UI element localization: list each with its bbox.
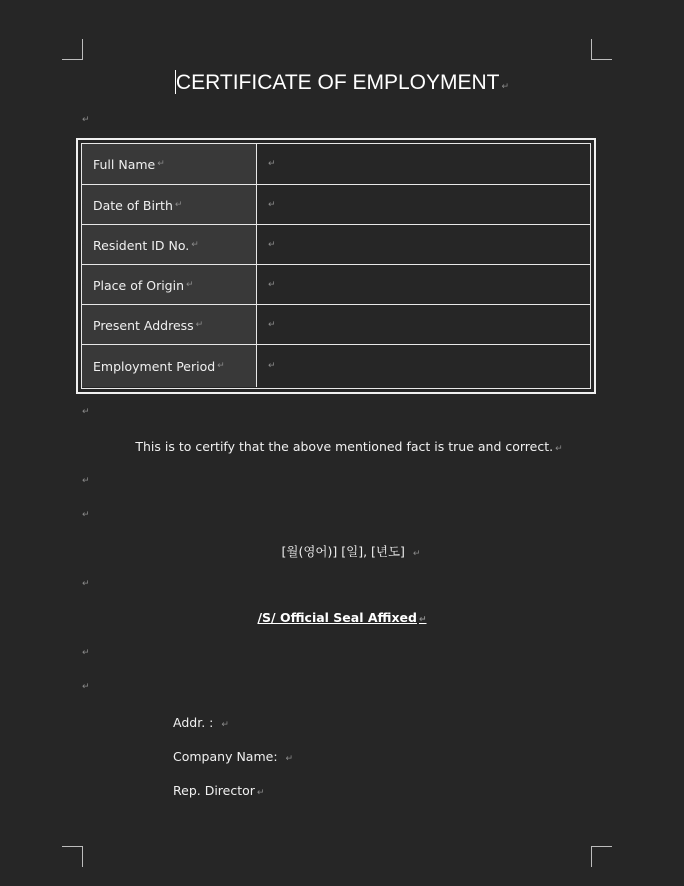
- paragraph-mark-icon: ↵: [268, 280, 276, 290]
- table-value-cell[interactable]: [257, 265, 590, 305]
- paragraph-mark-icon: ↵: [285, 754, 294, 764]
- table-row-present-address: [82, 304, 590, 345]
- paragraph-mark-icon: ↵: [268, 361, 276, 371]
- certify-statement[interactable]: [0, 439, 684, 454]
- document-title[interactable]: CERTIFICATE OF EMPLOYMENT: [175, 71, 500, 94]
- paragraph-mark-icon: ↵: [82, 510, 90, 520]
- table-value-cell[interactable]: [257, 225, 590, 265]
- paragraph-mark-icon: ↵: [418, 615, 427, 625]
- document-title-line[interactable]: [0, 70, 684, 95]
- paragraph-mark-icon: ↵: [501, 82, 510, 92]
- table-label: Date of Birth: [93, 197, 173, 213]
- paragraph-mark-icon: ↵: [268, 200, 276, 210]
- table-label-cell[interactable]: [82, 345, 257, 387]
- table-row-place-of-origin: [82, 264, 590, 305]
- director-line[interactable]: [173, 783, 264, 798]
- table-row-date-of-birth: [82, 184, 590, 225]
- table-row-employment-period: [82, 344, 590, 387]
- crop-mark-bottom-left: [62, 846, 83, 867]
- paragraph-mark-icon: ↵: [82, 579, 90, 589]
- crop-mark-top-right: [591, 39, 612, 60]
- table-value-cell[interactable]: [257, 345, 590, 387]
- paragraph-mark-icon: ↵: [82, 115, 90, 125]
- table-row-full-name: [82, 144, 590, 184]
- date-line[interactable]: [0, 542, 684, 560]
- table-label-cell[interactable]: [82, 144, 257, 184]
- company-name-label[interactable]: Company Name:: [173, 749, 278, 764]
- table-label: Present Address: [93, 317, 194, 333]
- crop-mark-bottom-right: [591, 846, 612, 867]
- table-label-cell[interactable]: [82, 185, 257, 225]
- paragraph-mark-icon: ↵: [82, 648, 90, 658]
- paragraph-mark-icon: ↵: [157, 159, 165, 169]
- paragraph-mark-icon: ↵: [174, 200, 183, 210]
- table-value-cell[interactable]: [257, 185, 590, 225]
- paragraph-mark-icon: ↵: [268, 320, 276, 330]
- paragraph-mark-icon: ↵: [256, 788, 265, 798]
- address-line[interactable]: [173, 715, 229, 730]
- table-label-cell[interactable]: [82, 265, 257, 305]
- seal-text[interactable]: /S/ Official Seal Affixed: [257, 610, 417, 625]
- paragraph-mark-icon: ↵: [268, 240, 276, 250]
- table-label: Place of Origin: [93, 277, 185, 293]
- paragraph-mark-icon: ↵: [555, 444, 563, 454]
- date-placeholder[interactable]: [월(영어)] [일], [년도]: [281, 544, 405, 559]
- official-seal-line[interactable]: [0, 610, 684, 625]
- paragraph-mark-icon: ↵: [195, 320, 204, 330]
- paragraph-mark-icon: ↵: [82, 407, 90, 417]
- paragraph-mark-icon: ↵: [82, 476, 90, 486]
- table-label: Resident ID No.: [93, 237, 190, 253]
- info-table: [76, 138, 596, 394]
- table-label: Employment Period: [93, 358, 216, 374]
- crop-mark-top-left: [62, 39, 83, 60]
- table-value-cell[interactable]: [257, 144, 590, 184]
- table-row-resident-id: [82, 224, 590, 265]
- paragraph-mark-icon: ↵: [268, 159, 276, 169]
- address-label[interactable]: Addr. :: [173, 715, 214, 730]
- paragraph-mark-icon: ↵: [191, 240, 199, 250]
- table-value-cell[interactable]: [257, 305, 590, 345]
- table-label: Full Name: [93, 156, 156, 172]
- paragraph-mark-icon: ↵: [221, 720, 229, 730]
- table-label-cell[interactable]: [82, 305, 257, 345]
- paragraph-mark-icon: ↵: [82, 682, 90, 692]
- paragraph-mark-icon: ↵: [412, 549, 421, 559]
- paragraph-mark-icon: ↵: [217, 361, 225, 371]
- paragraph-mark-icon: ↵: [186, 280, 194, 290]
- company-name-line[interactable]: [173, 749, 293, 764]
- info-table-inner: [81, 143, 591, 389]
- certify-text[interactable]: This is to certify that the above mentioned fact is true and correct.: [135, 439, 554, 454]
- director-label[interactable]: Rep. Director: [173, 783, 255, 798]
- table-label-cell[interactable]: [82, 225, 257, 265]
